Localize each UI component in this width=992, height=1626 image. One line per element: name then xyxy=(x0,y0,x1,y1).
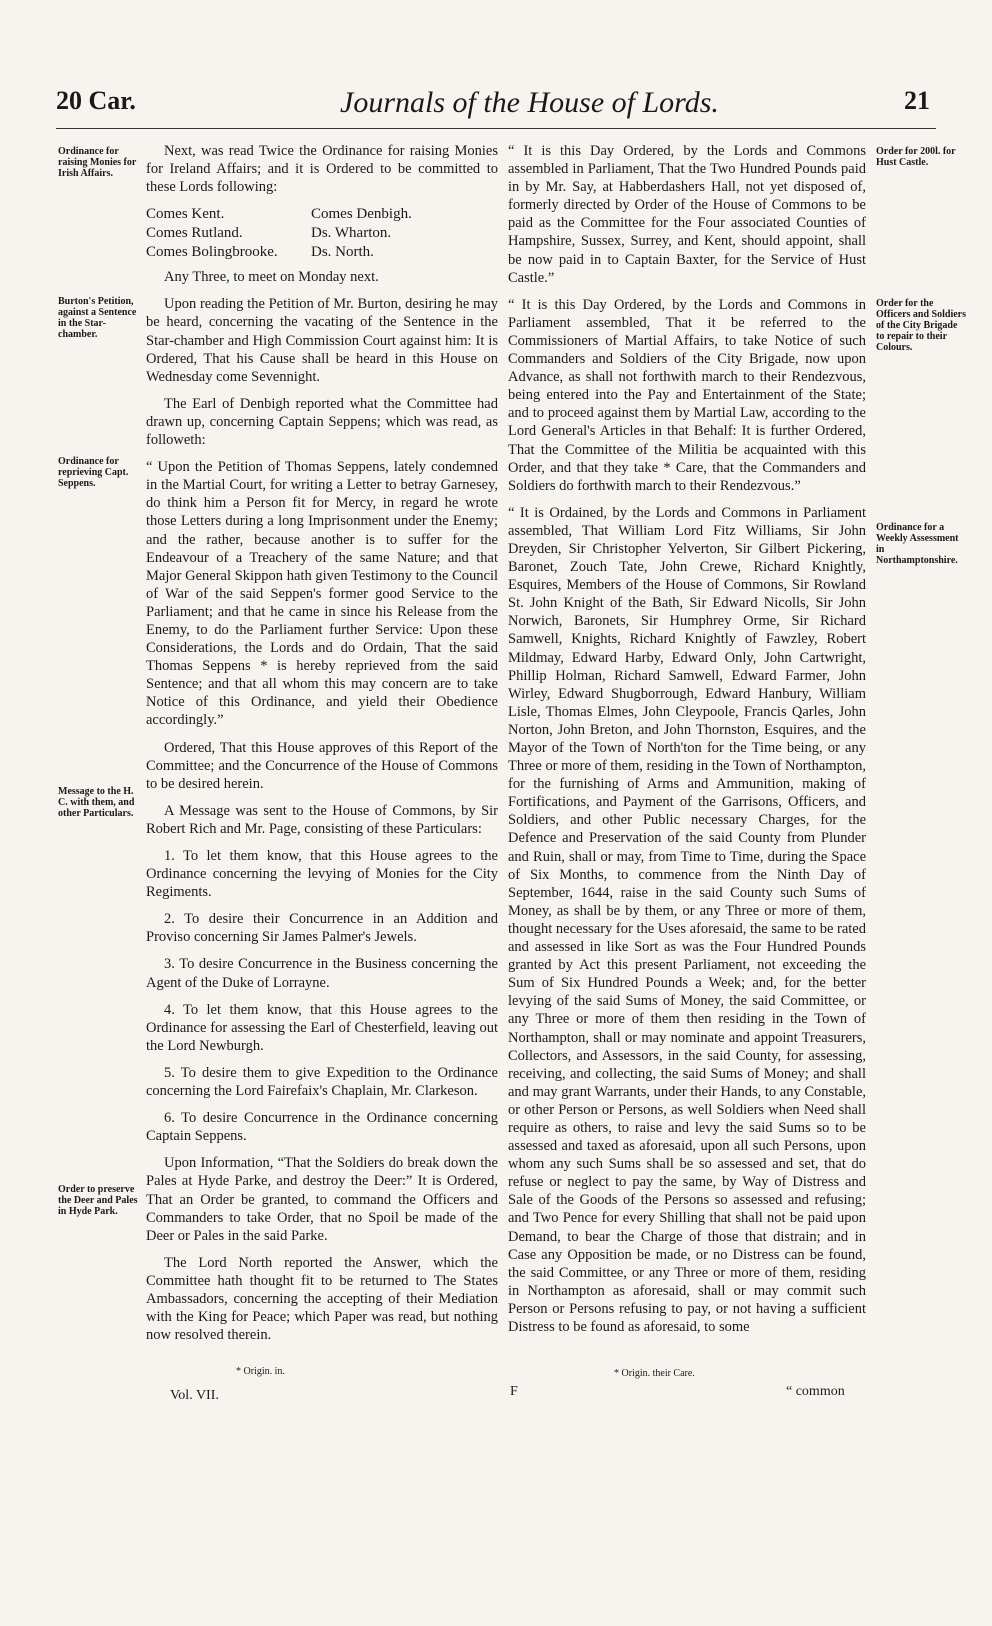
margin-note-weekly: Ordinance for a Weekly Assessment in Northamptonshire. xyxy=(876,522,959,566)
message-item: 6. To desire Concurrence in the Ordinance concerning Captain Seppens. xyxy=(146,1110,498,1145)
lord-name: Ds. Wharton. xyxy=(311,225,392,242)
message-item: 3. To desire Concurrence in the Business concerning the Agent of the Duke of Lorrayne. xyxy=(146,956,498,991)
paragraph: Next, was read Twice the Ordinance for raising Monies for Ireland Affairs; and it is Ordered to be committed to these Lords following: xyxy=(146,143,498,196)
right-column xyxy=(508,142,866,1345)
message-item: 2. To desire their Concurrence in an Addition and Proviso concerning Sir James Palmer's Jewels. xyxy=(146,911,498,946)
margin-note-deer: Order to preserve the Deer and Pales in Hyde Park. xyxy=(58,1184,138,1217)
margin-note-officers: Order for the Officers and Soldiers of the City Brigade to repair to their Colours. xyxy=(876,298,966,353)
lord-name: Comes Kent. xyxy=(146,206,225,223)
left-column xyxy=(146,142,498,1353)
paragraph: The Earl of Denbigh reported what the Committee had drawn up, concerning Captain Seppens; which was read, as followeth: xyxy=(146,395,498,449)
order-text: “ It is this Day Ordered, by the Lords and Commons assembled in Parliament, That the Two Hundred Pounds paid in by Mr. Say, at Habberdashers Hall, not yet disposed of, formerly directed by Order of the House of Commons to be paid as the Committee for the Four associated Counties of Hampshire, Sussex, Surrey, and Kent, should appoint, shall be now paid in to Captain Baxter, for the Service of Hust Castle.” xyxy=(508,143,866,286)
header-title: Journals of the House of Lords. xyxy=(340,86,719,119)
lord-name: Ds. North. xyxy=(311,244,374,261)
margin-note-irish: Ordinance for raising Monies for Irish Affairs. xyxy=(58,146,137,179)
ordinance-text: “ It is Ordained, by the Lords and Commons in Parliament assembled, That William Lord Fitz Williams, Sir John Dreyden, Sir Christopher Yelverton, Sir Gilbert Pickering, Baronet, Zouch Tate, John Crewe, Richard Knightly, Esquires, Members of the House of Commons, Sir Rowland St. John Knight of the Bath, Sir Edward Nicolls, Sir John Norwich, Baronets, Sir Humphrey Orme, Sir Richard Samwell, Knights, Richard Knightly of Fawzley, Robert Mildmay, Edward Harby, Edward Only, John Cartwright, Phillip Holman, Richard Samwell, Edward Farmer, John Wirley, Edward Shugborrough, Edward Hanbury, William Lisle, Thomas Elmes, John Cleypoole, Francis Qarles, John Norton, John Breton, and John Thornston, Esquires, and the Mayor of the Town of North'ton for the Time being, or any Three or more of them, residing in the Town of Northampton, for the furnishing of Arms and Ammunition, making of Fortifications, and Payment of the Garrisons, Officers, and Soldiers, and other Public necessary Charges, for the Defence and Preservation of the said County from Plunder and Ruin, shall or may, from Time to Time, during the Space of Six Months, to commence from the Ninth Day of September, 1644, raise in the said County such Sums of Money, as shall be by them, or any Three or more of them, thought necessary for the Uses aforesaid, the same to be rated and assessed in like Sort as was the Four Hundred Pounds granted by Act this present Parliament, not exceeding the Sum of Six Hundred Pounds a Week; and, for the better levying of the said Sums of Money, the said Committee, or any Three or more of them then residing in the Town of Northampton, shall or may nominate and appoint Treasurers, Collectors, and Assessors, in the said County, for assessing, receiving, and collecting, the said Sums of Money; and shall and may grant Warrants, under their Hands, to any Constable, or other Person or Persons, as well Soldiers when Need shall require as others, to raise and levy the said Sums so to be assessed and taxed as aforesaid, upon all such Persons, upon whom any such Sums shall be so assessed and set, that do refuse or neglect to pay the same, by Way of Distress and Sale of the Goods of the Persons so assessed and refusing; and Two Pence for every Shilling that shall not be paid upon Demand, to bear the Charge of those that distrain; and in Case any Opposition be made, or no Distress can be found, the said Committee, or any Three or more of them, residing in Northampton as aforesaid, shall or may commit such Person or Persons refusing to pay, or not having a sufficient Distress to be found as aforesaid, to some xyxy=(508,504,866,1335)
quoted-report: “ Upon the Petition of Thomas Seppens, lately condemned in the Martial Court, for writing a Letter to betray Garnesey, do think him a Person fit for Mercy, in regard he wrote those Letters during a long Imprisonment under the Enemy; and the rather, because another is to suffer for the Endeavour of a Treachery of the same Nature; and that Major General Skippon hath given Testimony to the Council of War of the said Seppen's former good Service to the Parliament; and that he came in since his Release from the Enemy, to do the Parliament further Service: Upon these Considerations, the Lords and do Ordain, That the said Thomas Seppens * is hereby reprieved from the said Sentence; and that all whom this may concern are to take Notice of this Ordinance, and yield their Obedience accordingly.” xyxy=(146,459,498,729)
paragraph: Ordered, That this House approves of this Report of the Committee; and the Concurrence of the House of Commons to be desired herein. xyxy=(146,739,498,792)
signature-mark: F xyxy=(510,1384,518,1399)
paragraph: Upon reading the Petition of Mr. Burton, desiring he may be heard, concerning the vacating of the Sentence in the Star-chamber and High Commission Court against him: It is Ordered, That his Cause shall be heard in this House on Wednesday come Sevennight. xyxy=(146,296,498,385)
margin-note-seppens: Ordinance for reprieving Capt. Seppens. xyxy=(58,456,129,489)
paragraph: The Lord North reported the Answer, which the Committee hath thought fit to be returned to The States Ambassadors, concerning the accepting of their Mediation with the King for Peace; which Paper was read, but nothing now resolved therein. xyxy=(146,1254,498,1344)
committee-names xyxy=(146,205,498,262)
running-header xyxy=(0,86,992,126)
footnote-right: * Origin. their Care. xyxy=(614,1368,695,1379)
volume-label: Vol. VII. xyxy=(170,1388,219,1403)
catchword: “ common xyxy=(786,1384,845,1399)
lord-name: Comes Rutland. xyxy=(146,225,243,242)
order-text: “ It is this Day Ordered, by the Lords and Commons in Parliament assembled, That it be referred to the Commissioners of Martial Affairs, to take Notice of such Commanders and Soldiers of the City Brigade, now upon Advance, as shall not forthwith march to their Rendezvous, being entered into the Pay and Entertainment of the State; and to proceed against them by Martial Law, according to the Lord General's Articles in that Behalf: It is further Ordered, That the Committee of the Militia be acquainted with this Order, and that they take * Care, that the Commanders and Soldiers do forthwith march to their Rendezvous.” xyxy=(508,296,866,494)
paragraph: Any Three, to meet on Monday next. xyxy=(164,269,379,286)
header-rule xyxy=(56,128,936,129)
paragraph: Upon Information, “That the Soldiers do break down the Pales at Hyde Parke, and destroy the Deer:” It is Ordered, That an Order be granted, to command the Officers and Commanders to take Order, that no Spoil be made of the Deer or Pales in the said Parke. xyxy=(146,1155,498,1244)
page-number: 21 xyxy=(904,86,930,115)
paragraph: A Message was sent to the House of Commons, by Sir Robert Rich and Mr. Page, consisting of these Particulars: xyxy=(146,802,498,837)
message-item: 5. To desire them to give Expedition to the Ordinance concerning the Lord Fairefaix's Chaplain, Mr. Clarkeson. xyxy=(146,1064,498,1100)
margin-note-message: Message to the H. C. with them, and other Particulars. xyxy=(58,786,135,819)
lord-name: Comes Bolingbrooke. xyxy=(146,244,278,261)
lord-name: Comes Denbigh. xyxy=(311,206,412,223)
footnote-left: * Origin. in. xyxy=(236,1366,285,1377)
margin-note-burton: Burton's Petition, against a Sentence in the Star-chamber. xyxy=(58,296,137,340)
message-item: 4. To let them know, that this House agrees to the Ordinance for assessing the Earl of Chesterfield, leaving out the Lord Newburgh. xyxy=(146,1001,498,1054)
margin-note-hust: Order for 200l. for Hust Castle. xyxy=(876,146,956,168)
header-year: 20 Car. xyxy=(56,86,136,115)
message-item: 1. To let them know, that this House agrees to the Ordinance concerning the levying of Monies for the City Regiments. xyxy=(146,848,498,901)
